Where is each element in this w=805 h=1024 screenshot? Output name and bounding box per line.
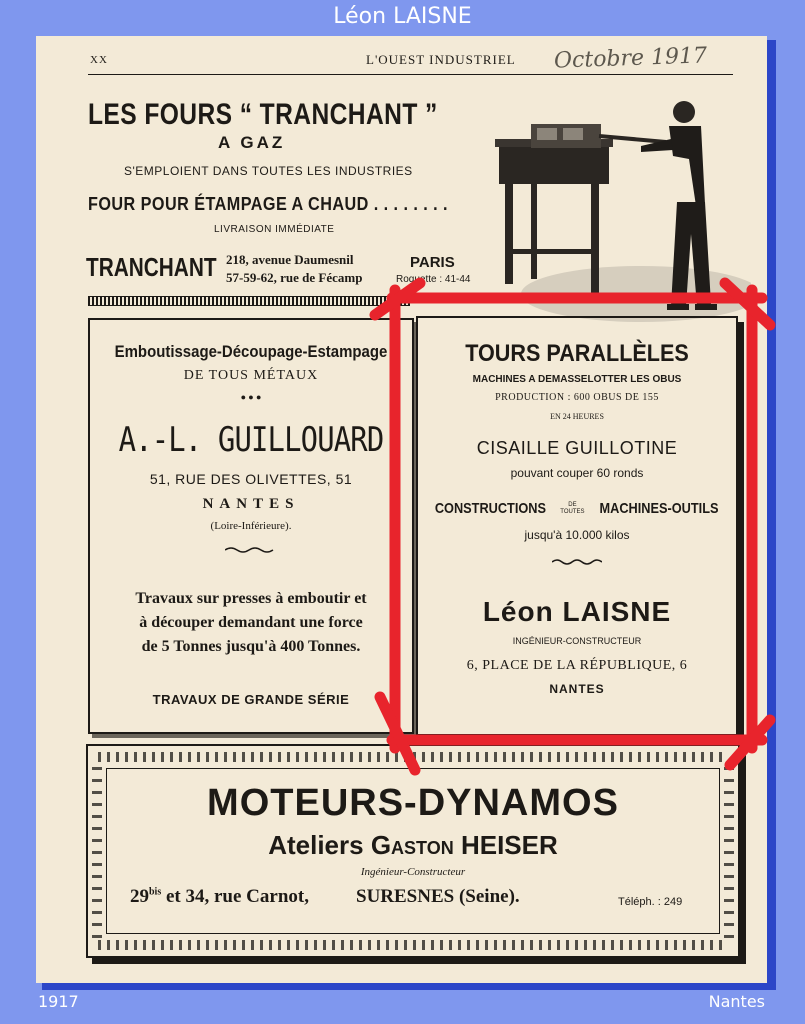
tranchant-address1: 218, avenue Daumesnil <box>226 252 354 267</box>
page-number: XX <box>90 54 108 66</box>
laisne-city: NANTES <box>549 682 605 696</box>
guillouard-line1: Emboutissage-Découpage-Estampage <box>114 342 388 361</box>
guillouard-street: 51, RUE DES OLIVETTES, 51 <box>149 471 353 487</box>
guillouard-footer: TRAVAUX DE GRANDE SÉRIE <box>152 692 350 707</box>
guillouard-body2: à découper demandant une force <box>139 614 363 631</box>
laisne-name: Léon LAISNE <box>482 596 672 627</box>
heiser-addr-sup: bis <box>149 886 162 898</box>
guillouard-line2: DE TOUS MÉTAUX <box>183 368 319 383</box>
handwritten-date: Octobre 1917 <box>553 43 708 74</box>
laisne-line1: MACHINES A DEMASSELOTTER LES OBUS <box>472 374 682 385</box>
header-rule <box>88 74 733 75</box>
laisne-constr-b: MACHINES-OUTILS <box>599 500 719 517</box>
frame-title: Léon LAISNE <box>333 4 472 29</box>
tranchant-headline: LES FOURS “ TRANCHANT ” <box>88 98 438 131</box>
heiser-addr-rest: et 34, rue Carnot, <box>165 886 309 907</box>
laisne-constructions <box>418 500 736 518</box>
laisne-line7: jusqu'à 10.000 kilos <box>524 528 630 542</box>
heiser-atelier-first: Gaston <box>370 830 454 860</box>
laisne-constr-toutes: TOUTES <box>560 508 585 515</box>
heiser-advert <box>86 744 740 958</box>
laisne-line3: EN 24 HEURES <box>550 412 604 421</box>
heiser-city: SURESNES (Seine). <box>356 886 520 907</box>
guillouard-name: A.-L. GUILLOUARD <box>118 420 384 460</box>
tranchant-line1: S'EMPLOIENT DANS TOUTES LES INDUSTRIES <box>124 164 413 178</box>
ornamental-divider <box>88 296 410 306</box>
laisne-address: 6, PLACE DE LA RÉPUBLIQUE, 6 <box>466 658 688 673</box>
laisne-constr-a: CONSTRUCTIONS <box>434 500 547 517</box>
furnace-worker-illustration <box>491 84 751 344</box>
guillouard-body1: Travaux sur presses à emboutir et <box>135 590 367 607</box>
tranchant-phone: Roquette : 41-44 <box>396 274 471 285</box>
year-label: 1917 <box>38 992 79 1011</box>
wave-ornament <box>552 558 602 566</box>
journal-title: L'OUEST INDUSTRIEL <box>366 52 516 67</box>
laisne-line4: CISAILLE GUILLOTINE <box>476 438 678 458</box>
laisne-line2: PRODUCTION : 600 OBUS DE 155 <box>495 392 659 403</box>
bottom-ornament-border <box>98 940 728 950</box>
scanned-page <box>36 36 767 983</box>
guillouard-dots: ● ● ● <box>240 392 262 402</box>
tranchant-city: PARIS <box>410 254 455 271</box>
heiser-atelier <box>88 830 738 861</box>
guillouard-city: NANTES <box>202 496 300 512</box>
heiser-phone: Téléph. : 249 <box>618 896 683 908</box>
squiggle-ornament <box>225 546 277 554</box>
top-ornament-border <box>98 752 728 762</box>
tranchant-brand: TRANCHANT <box>86 252 217 282</box>
heiser-headline: MOTEURS-DYNAMOS <box>207 782 619 824</box>
laisne-advert <box>416 316 738 736</box>
tranchant-address2: 57-59-62, rue de Fécamp <box>226 270 363 285</box>
laisne-line5: pouvant couper 60 ronds <box>510 466 644 480</box>
heiser-title: Ingénieur-Constructeur <box>360 866 466 878</box>
laisne-constr-de: DE <box>568 501 577 508</box>
heiser-address <box>130 886 309 908</box>
heiser-addr-num: 29 <box>130 886 149 907</box>
guillouard-region: (Loire-Inférieure). <box>210 520 292 532</box>
tranchant-line2: FOUR POUR ÉTAMPAGE A CHAUD . . . . . . . . <box>88 194 449 214</box>
tranchant-subline: A GAZ <box>218 133 286 152</box>
tranchant-line3: LIVRAISON IMMÉDIATE <box>214 224 335 235</box>
guillouard-body3: de 5 Tonnes jusqu'à 400 Tonnes. <box>141 638 361 655</box>
place-label: Nantes <box>708 992 765 1011</box>
laisne-title: INGÉNIEUR-CONSTRUCTEUR <box>512 636 642 646</box>
guillouard-advert <box>88 318 414 734</box>
heiser-atelier-prefix: Ateliers <box>268 830 364 860</box>
heiser-atelier-last: HEISER <box>460 830 558 860</box>
laisne-headline: TOURS PARALLÈLES <box>465 340 689 367</box>
